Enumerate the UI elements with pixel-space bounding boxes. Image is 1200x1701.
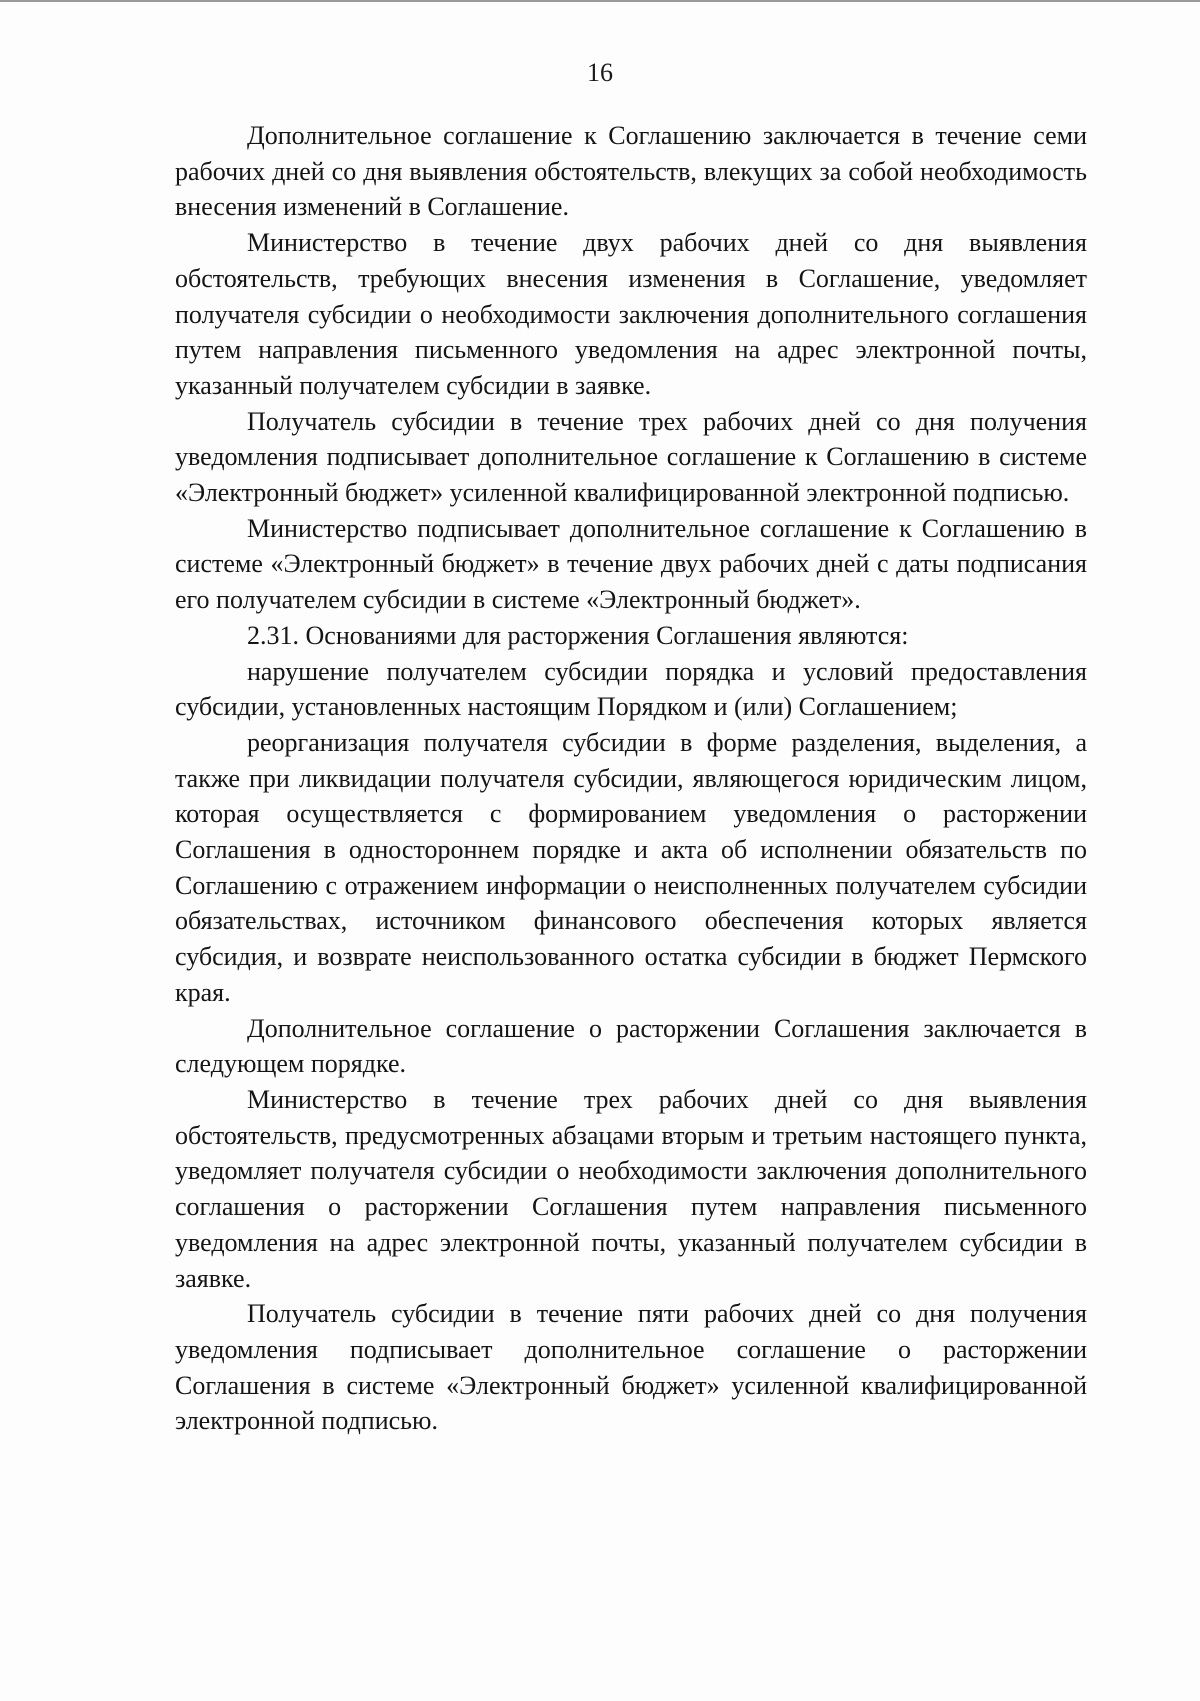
paragraph-violation-ground: нарушение получателем субсидии порядка и условий предоставления субсидии, установленных настоящим Порядком и (или) Соглашением; (175, 656, 1087, 722)
document-body (175, 118, 1087, 1439)
paragraph-additional-agreement-term: Дополнительное соглашение к Соглашению заключается в течение семи рабочих дней со дня выявления обстоятельств, влекущих за собой необходимость внесения изменений в Соглашение. (175, 121, 1087, 222)
paragraph-reorganization-ground: реорганизация получателя субсидии в форме разделения, выделения, а также при ликвидации получателя субсидии, являющегося юридическим лицом, которая осуществляется с формированием уведомления о расторжении Соглашения в одностороннем порядке и акта об исполнении обязательств по Соглашению с отражением информации о неисполненных получателем субсидии обязательствах, источником финансового обеспечения которых является субсидия, и возврате неиспользованного остатка субсидии в бюджет Пермского края. (175, 727, 1087, 1007)
paragraph-ministry-notification: Министерство в течение двух рабочих дней со дня выявления обстоятельств, требующих внесения изменения в Соглашение, уведомляет получателя субсидии о необходимости заключения дополнительного соглашения путем направления письменного уведомления на адрес электронной почты, указанный получателем субсидии в заявке. (175, 228, 1087, 400)
page-number: 16 (587, 58, 613, 87)
paragraph-termination-procedure: Дополнительное соглашение о расторжении Соглашения заключается в следующем порядке. (175, 1013, 1087, 1079)
paragraph-ministry-termination-notice: Министерство в течение трех рабочих дней со дня выявления обстоятельств, предусмотренных абзацами вторым и третьим настоящего пункта, уведомляет получателя субсидии о необходимости заключения дополнительного соглашения о расторжении Соглашения путем направления письменного уведомления на адрес электронной почты, указанный получателем субсидии в заявке. (175, 1084, 1087, 1293)
page-top-edge (0, 0, 1200, 2)
paragraph-recipient-signs: Получатель субсидии в течение трех рабочих дней со дня получения уведомления подписывает дополнительное соглашение к Соглашению в системе «Электронный бюджет» усиленной квалифицированной электронной подписью. (175, 406, 1087, 508)
paragraph-ministry-signs: Министерство подписывает дополнительное соглашение к Соглашению в системе «Электронный бюджет» в течение двух рабочих дней с даты подписания его получателем субсидии в системе «Электронный бюджет». (175, 513, 1087, 615)
paragraph-recipient-termination-signing: Получатель субсидии в течение пяти рабочих дней со дня получения уведомления подписывает дополнительное соглашение о расторжении Соглашения в системе «Электронный бюджет» усиленной квалифицированной электронной подписью. (175, 1299, 1087, 1436)
paragraph-clause-2-31: 2.31. Основаниями для расторжения Соглашения являются: (247, 620, 909, 650)
